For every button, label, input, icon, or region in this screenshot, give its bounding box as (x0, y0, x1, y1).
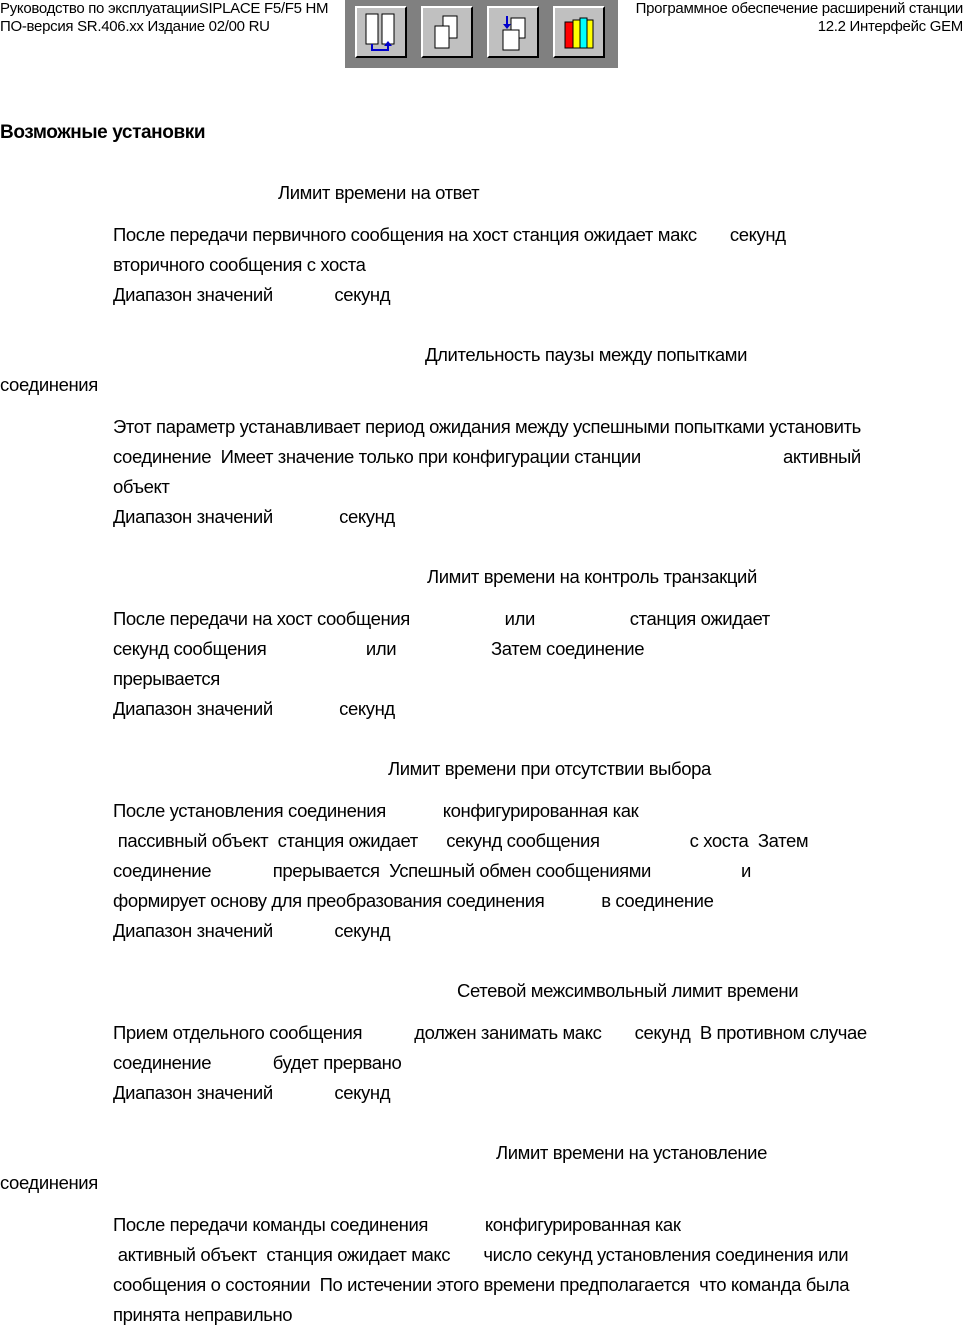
section-heading: Возможные установки (0, 122, 206, 143)
search-icon (495, 12, 531, 52)
header-version: ПО-версия SR.406.xx Издание 02/00 RU (0, 18, 270, 35)
pages-button[interactable] (421, 6, 473, 58)
text-line: соединение Имеет значение только при конфигурации станции активный (113, 446, 861, 467)
text-line: принята неправильно (113, 1304, 293, 1325)
text-line: Лимит времени при отсутствии выбора (388, 758, 711, 779)
text-line: Прием отдельного сообщения должен занимать макс секунд В противном случае (113, 1022, 867, 1043)
text-line: Сетевой межсимвольный лимит времени (457, 980, 799, 1001)
library-button[interactable] (553, 6, 605, 58)
contents-button[interactable] (355, 6, 407, 58)
pages-icon (429, 12, 465, 52)
header-section-title: Программное обеспечение расширений станции (635, 0, 963, 17)
text-line: сообщения о состоянии По истечении этого времени предполагается что команда была (113, 1274, 850, 1295)
text-line: прерывается (113, 668, 220, 689)
text-line: Лимит времени на контроль транзакций (427, 566, 757, 587)
contents-icon (363, 12, 399, 52)
library-icon (561, 12, 597, 52)
text-line: объект (113, 476, 170, 497)
text-line: формирует основу для преобразования соединения в соединение (113, 890, 714, 911)
text-line: Диапазон значений секунд (113, 920, 391, 941)
text-line: Длительность паузы между попытками (425, 344, 748, 365)
navigation-toolbar (345, 0, 618, 68)
text-line: Лимит времени на ответ (278, 182, 480, 203)
text-line: Диапазон значений секунд (113, 698, 395, 719)
text-line: После передачи на хост сообщения или станция ожидает (113, 608, 770, 629)
text-line: После передачи первичного сообщения на хост станция ожидает макс секунд (113, 224, 786, 245)
text-line: вторичного сообщения с хоста (113, 254, 366, 275)
search-button[interactable] (487, 6, 539, 58)
text-line: После передачи команды соединения конфигурированная как (113, 1214, 681, 1235)
text-line: пассивный объект станция ожидает секунд сообщения с хоста Затем (113, 830, 809, 851)
text-line: Диапазон значений секунд (113, 1082, 391, 1103)
text-line: Диапазон значений секунд (113, 284, 391, 305)
text-line: соединение прерывается Успешный обмен сообщениями и (113, 860, 751, 881)
header-chapter: 12.2 Интерфейс GEM (817, 18, 963, 35)
text-line: соединения (0, 374, 98, 395)
text-line: соединения (0, 1172, 98, 1193)
text-line: После установления соединения конфигурированная как (113, 800, 639, 821)
text-line: активный объект станция ожидает макс число секунд установления соединения или (113, 1244, 849, 1265)
header-manual-title: Руководство по эксплуатацииSIPLACE F5/F5 HM (0, 0, 329, 17)
text-line: соединение будет прервано (113, 1052, 402, 1073)
text-line: Этот параметр устанавливает период ожидания между успешными попытками установить (113, 416, 861, 437)
text-line: секунд сообщения или Затем соединение (113, 638, 645, 659)
text-line: Диапазон значений секунд (113, 506, 395, 527)
text-line: Лимит времени на установление (496, 1142, 767, 1163)
